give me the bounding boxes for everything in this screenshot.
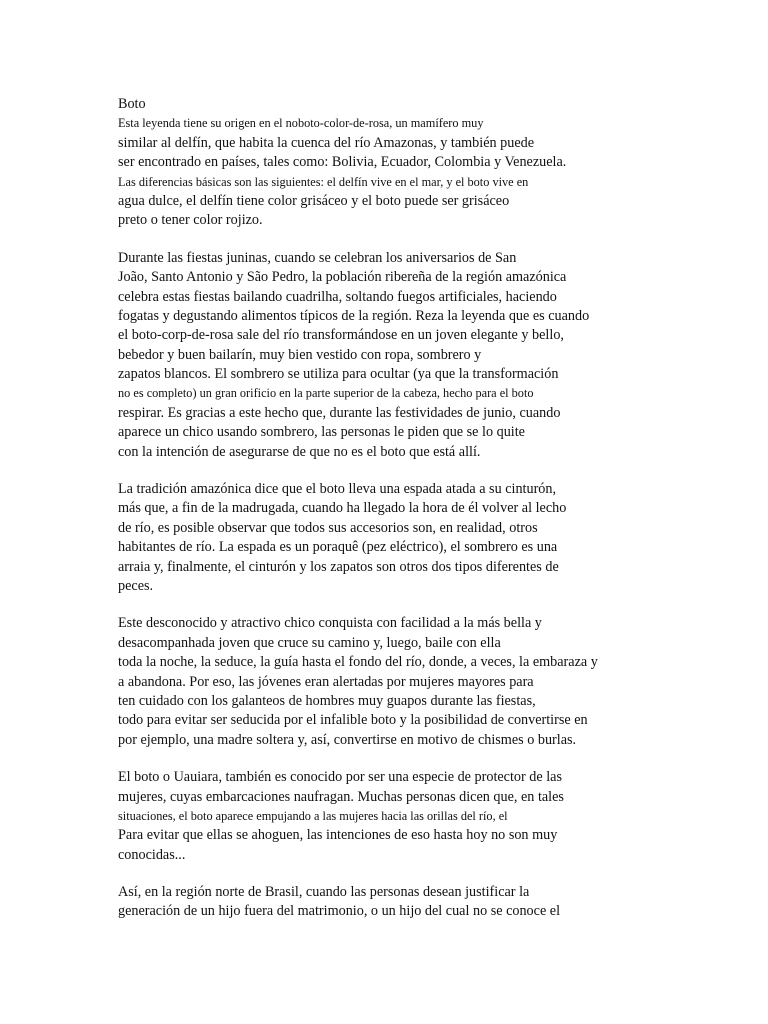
text-line: peces. — [118, 577, 154, 594]
text-line: bebedor y buen bailarín, muy bien vestido con ropa, sombrero y — [118, 346, 482, 363]
text-line: Esta leyenda tiene su origen en el noboto-color-de-rosa, un mamífero muy — [118, 116, 484, 131]
paragraph-6 — [118, 883, 758, 922]
text-line: Las diferencias básicas son las siguientes: el delfín vive en el mar, y el boto vive en — [118, 174, 529, 189]
text-line: a abandona. Por eso, las jóvenes eran alertadas por mujeres mayores para — [118, 673, 534, 690]
text-line: habitantes de río. La espada es un poraquê (pez eléctrico), el sombrero es una — [118, 539, 558, 556]
text-line: agua dulce, el delfín tiene color grisáceo y el boto puede ser grisáceo — [118, 192, 510, 209]
text-line: La tradición amazónica dice que el boto lleva una espada atada a su cinturón, — [118, 481, 557, 498]
paragraph-2 — [118, 249, 758, 462]
text-line: mujeres, cuyas embarcaciones naufragan. Muchas personas dicen que, en tales — [118, 788, 564, 805]
text-line: Este desconocido y atractivo chico conquista con facilidad a la más bella y — [118, 615, 542, 632]
document-body — [118, 114, 758, 921]
text-line: con la intención de asegurarse de que no es el boto que está allí. — [118, 443, 481, 460]
text-line: no es completo) un gran orificio en la parte superior de la cabeza, hecho para el boto — [118, 386, 534, 401]
text-line: ten cuidado con los galanteos de hombres muy guapos durante las fiestas, — [118, 692, 536, 709]
text-line: preto o tener color rojizo. — [118, 212, 263, 229]
text-line: situaciones, el boto aparece empujando a las mujeres hacia las orillas del río, el — [118, 808, 508, 823]
text-line: por ejemplo, una madre soltera y, así, convertirse en motivo de chismes o burlas. — [118, 731, 577, 748]
text-line: respirar. Es gracias a este hecho que, durante las festividades de junio, cuando — [118, 404, 561, 421]
paragraph-3 — [118, 480, 758, 596]
document-page — [118, 95, 758, 940]
text-line: João, Santo Antonio y São Pedro, la población ribereña de la región amazónica — [118, 269, 567, 286]
paragraph-5 — [118, 768, 758, 865]
text-line: celebra estas fiestas bailando cuadrilha, soltando fuegos artificiales, haciendo — [118, 288, 557, 305]
paragraph-1 — [118, 114, 758, 230]
text-line: Durante las fiestas juninas, cuando se celebran los aniversarios de San — [118, 249, 517, 266]
text-line: generación de un hijo fuera del matrimonio, o un hijo del cual no se conoce el — [118, 903, 561, 920]
text-line: desacompanhada joven que cruce su camino y, luego, baile con ella — [118, 634, 501, 651]
text-line: El boto o Uauiara, también es conocido por ser una especie de protector de las — [118, 769, 562, 786]
text-line: ser encontrado en países, tales como: Bolivia, Ecuador, Colombia y Venezuela. — [118, 154, 567, 171]
document-title: Boto — [118, 96, 146, 112]
text-line: Así, en la región norte de Brasil, cuando las personas desean justificar la — [118, 884, 530, 901]
text-line: aparece un chico usando sombrero, las personas le piden que se lo quite — [118, 424, 525, 441]
text-line: todo para evitar ser seducida por el infalible boto y la posibilidad de convertirse en — [118, 712, 588, 729]
text-line: conocidas... — [118, 846, 186, 863]
text-line: arraia y, finalmente, el cinturón y los zapatos son otros dos tipos diferentes de — [118, 558, 559, 575]
text-line: toda la noche, la seduce, la guía hasta el fondo del río, donde, a veces, la embaraza y — [118, 654, 598, 671]
text-line: zapatos blancos. El sombrero se utiliza para ocultar (ya que la transformación — [118, 366, 559, 383]
text-line: Para evitar que ellas se ahoguen, las intenciones de eso hasta hoy no son muy — [118, 827, 558, 844]
text-line: el boto-corp-de-rosa sale del río transformándose en un joven elegante y bello, — [118, 327, 564, 344]
paragraph-4 — [118, 614, 758, 750]
text-line: más que, a fin de la madrugada, cuando ha llegado la hora de él volver al lecho — [118, 500, 567, 517]
text-line: similar al delfín, que habita la cuenca del río Amazonas, y también puede — [118, 134, 535, 151]
text-line: de río, es posible observar que todos sus accesorios son, en realidad, otros — [118, 519, 538, 536]
text-line: fogatas y degustando alimentos típicos de la región. Reza la leyenda que es cuando — [118, 307, 590, 324]
